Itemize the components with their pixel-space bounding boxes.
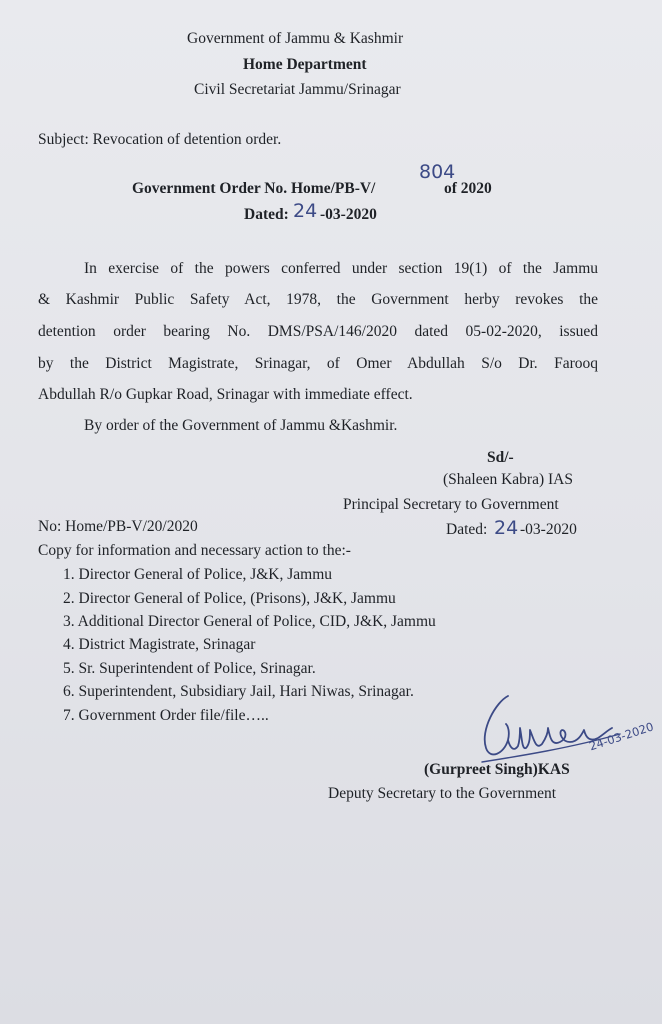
copy-dated-rest: -03-2020 bbox=[520, 521, 577, 538]
copy-dated-label: Dated: bbox=[446, 521, 488, 538]
body-line-2: & Kashmir Public Safety Act, 1978, the Government herby revokes the bbox=[38, 291, 598, 308]
body-line-3: detention order bearing No. DMS/PSA/146/2020 dated 05-02-2020, issued bbox=[38, 323, 598, 340]
signatory-name: (Shaleen Kabra) IAS bbox=[443, 471, 573, 488]
subject-line: Subject: Revocation of detention order. bbox=[38, 131, 282, 148]
copy-list-item: 7. Government Order file/file….. bbox=[63, 707, 269, 724]
body-line-4: by the District Magistrate, Srinagar, of Omer Abdullah S/o Dr. Farooq bbox=[38, 355, 598, 372]
copy-dated-day: 24 bbox=[494, 517, 519, 539]
copy-number: No: Home/PB-V/20/2020 bbox=[38, 518, 198, 535]
copy-list-item: 5. Sr. Superintendent of Police, Srinagar. bbox=[63, 660, 316, 677]
header-government: Government of Jammu & Kashmir bbox=[187, 30, 404, 47]
order-dated-day: 24 bbox=[293, 200, 318, 222]
deputy-signature-date: 24-03-2020 bbox=[587, 719, 656, 754]
sd-mark: Sd/- bbox=[487, 449, 514, 466]
header-department: Home Department bbox=[243, 56, 367, 73]
copy-list-item: 1. Director General of Police, J&K, Jammu bbox=[63, 566, 333, 583]
header-secretariat: Civil Secretariat Jammu/Srinagar bbox=[194, 81, 401, 98]
order-number-suffix: of 2020 bbox=[444, 180, 492, 197]
by-order-line: By order of the Government of Jammu &Kashmir. bbox=[84, 417, 398, 434]
signatory-designation: Principal Secretary to Government bbox=[343, 496, 559, 513]
copy-intro: Copy for information and necessary action to the:- bbox=[38, 542, 351, 559]
body-line-5: Abdullah R/o Gupkar Road, Srinagar with immediate effect. bbox=[38, 386, 413, 403]
deputy-name: (Gurpreet Singh)KAS bbox=[424, 761, 570, 778]
copy-list-item: 2. Director General of Police, (Prisons), J&K, Jammu bbox=[63, 590, 396, 607]
copy-list-item: 4. District Magistrate, Srinagar bbox=[63, 636, 256, 653]
order-dated-rest: -03-2020 bbox=[320, 206, 377, 223]
order-dated-label: Dated: bbox=[244, 206, 289, 223]
order-number-handwritten: 804 bbox=[419, 161, 456, 183]
deputy-designation: Deputy Secretary to the Government bbox=[328, 785, 557, 802]
body-line-1: In exercise of the powers conferred under section 19(1) of the Jammu bbox=[84, 260, 598, 277]
copy-list-item: 3. Additional Director General of Police, CID, J&K, Jammu bbox=[63, 613, 436, 630]
order-number-prefix: Government Order No. Home/PB-V/ bbox=[132, 180, 376, 197]
copy-list-item: 6. Superintendent, Subsidiary Jail, Hari Niwas, Srinagar. bbox=[63, 683, 414, 700]
